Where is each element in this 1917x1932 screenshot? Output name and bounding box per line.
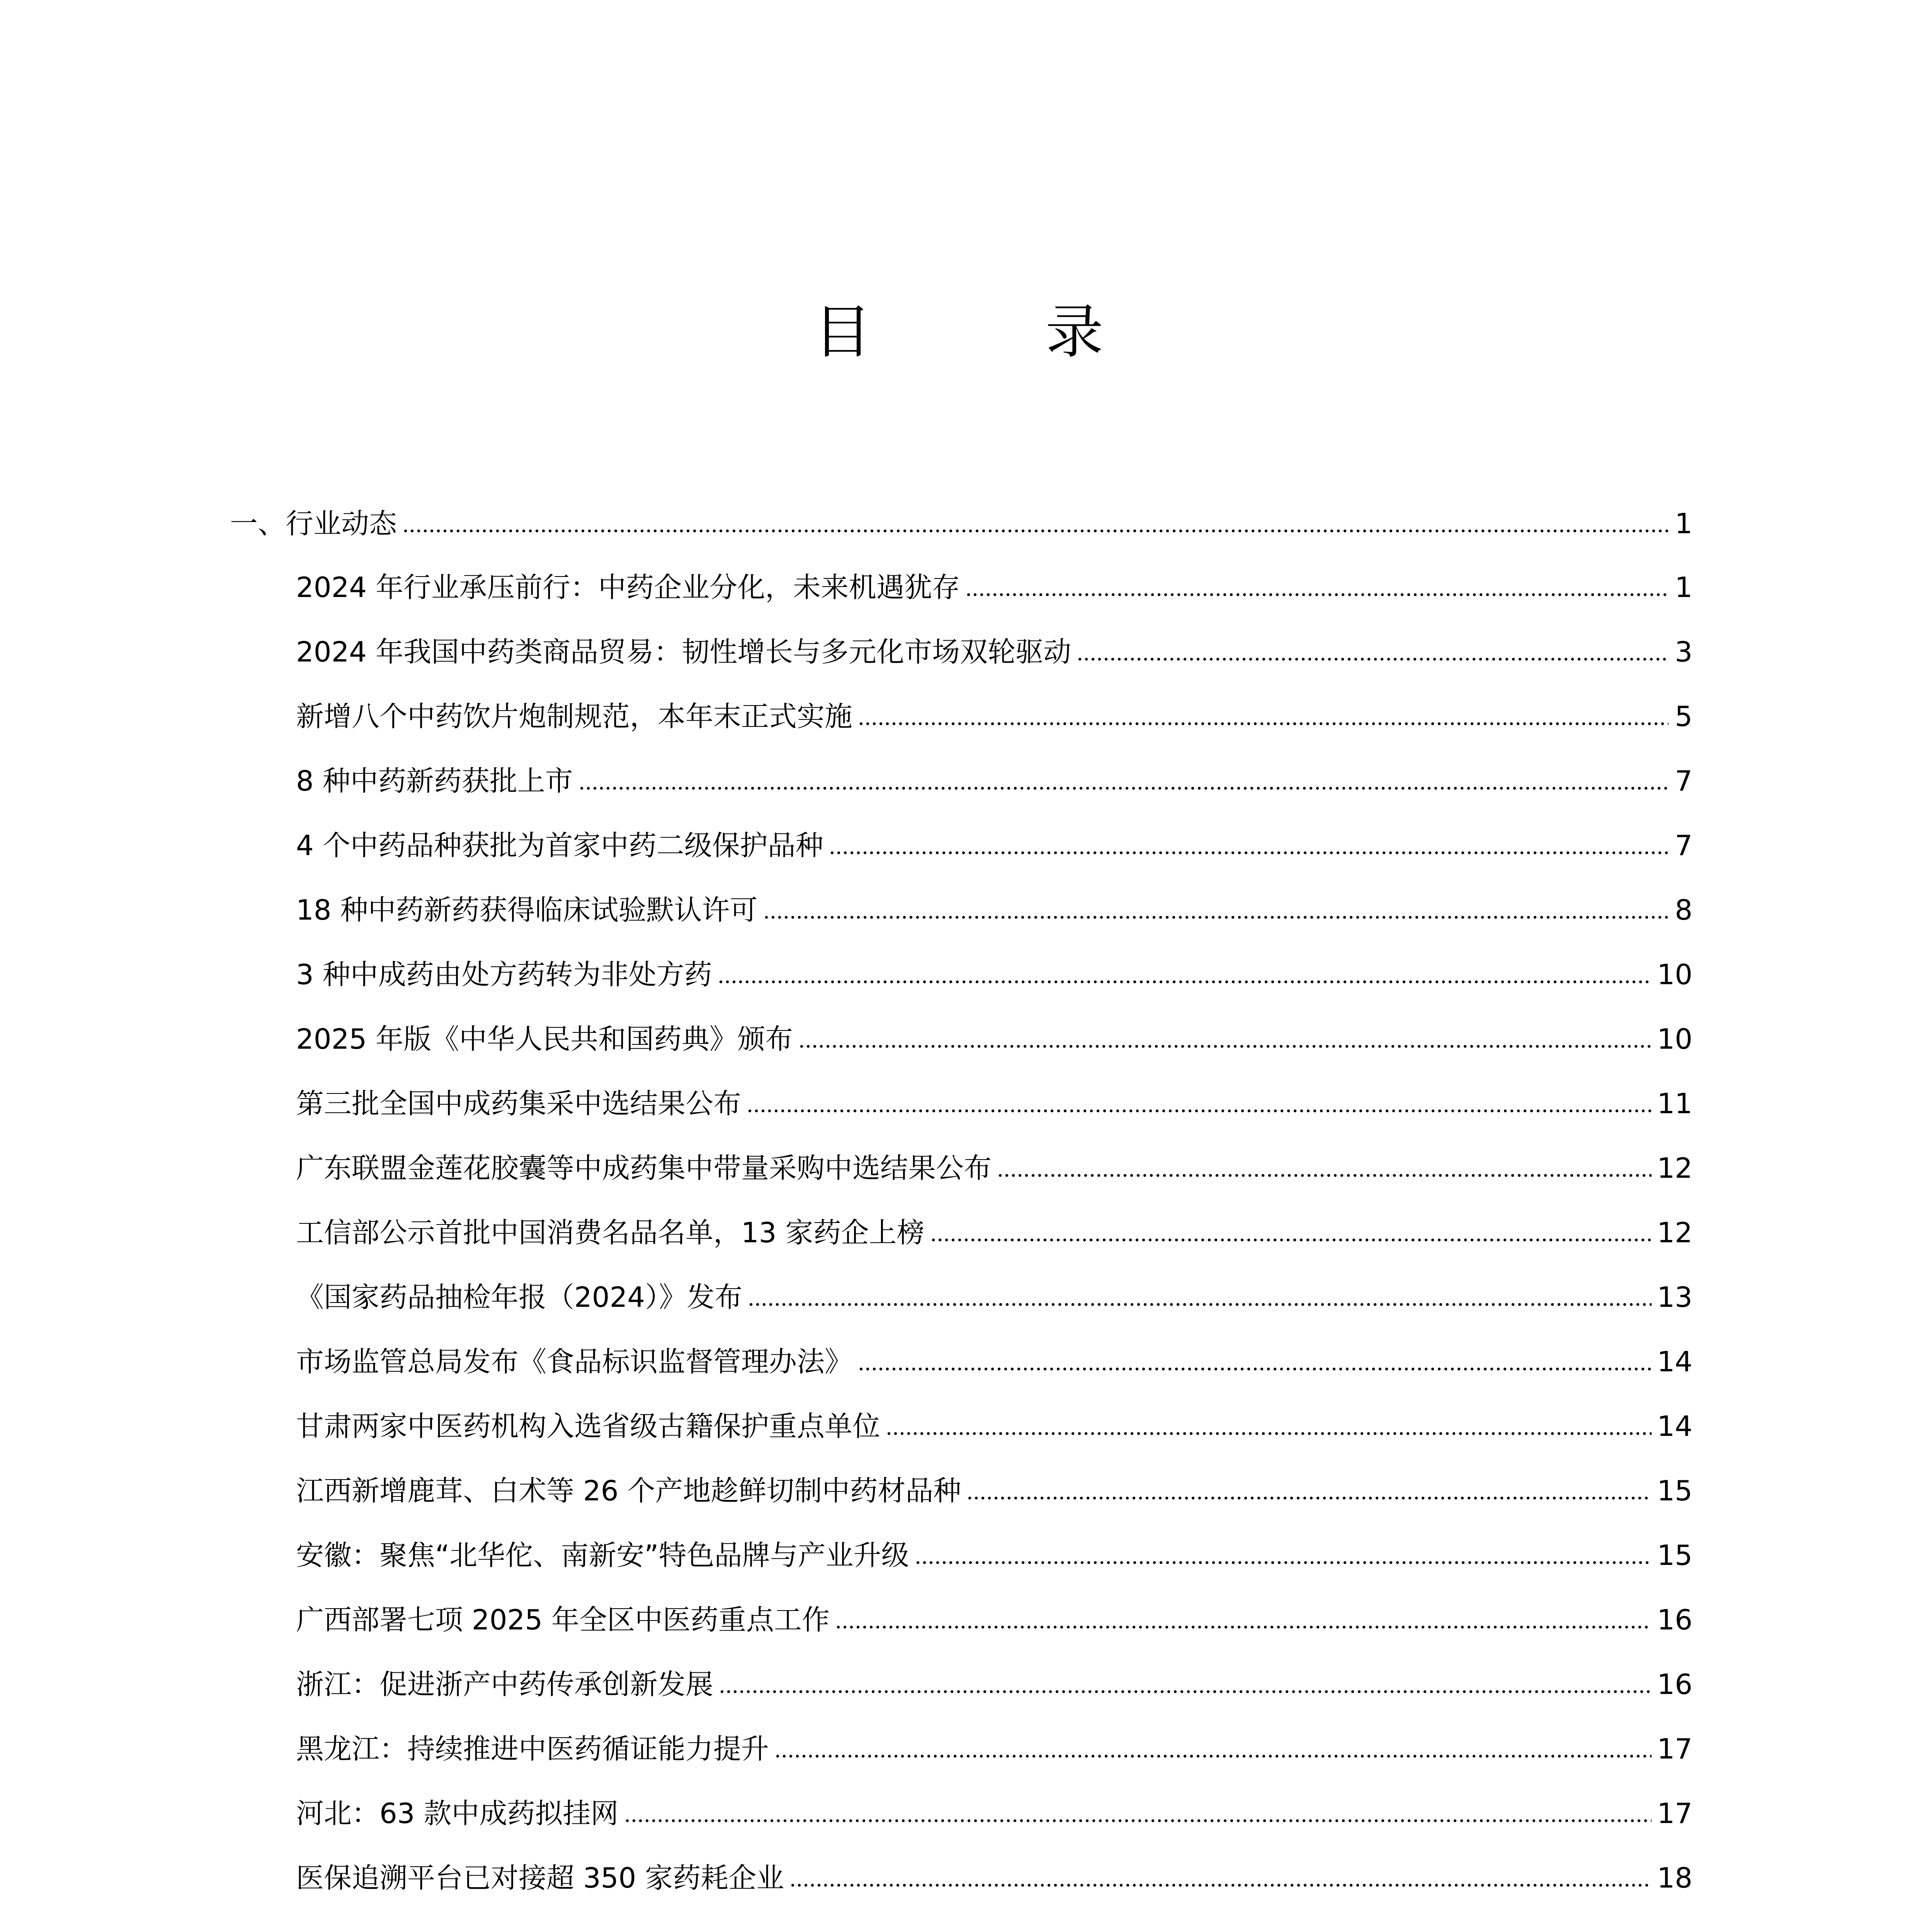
dot-leader [915, 1559, 1652, 1566]
toc-entry[interactable] [296, 1082, 1692, 1125]
toc-entry-label: 2024 年我国中药类商品贸易：韧性增长与多元化市场双轮驱动 [296, 636, 1072, 668]
dot-leader [829, 849, 1669, 857]
dot-leader [835, 1623, 1652, 1631]
toc-entry[interactable] [296, 695, 1692, 738]
toc-entry[interactable] [296, 1599, 1692, 1641]
dot-leader [774, 1752, 1652, 1760]
toc-entry-label: 广东联盟金莲花胶囊等中成药集中带量采购中选结果公布 [296, 1152, 992, 1184]
dot-leader [1077, 655, 1669, 663]
toc-entry-label: 甘肃两家中医药机构入选省级古籍保护重点单位 [296, 1410, 881, 1442]
toc-entry[interactable] [296, 566, 1692, 609]
toc-entry-label: 新增八个中药饮片炮制规范，本年末正式实施 [296, 700, 853, 733]
dot-leader [763, 913, 1669, 921]
toc-page-number: 15 [1657, 1475, 1692, 1507]
toc-entry-label: 《国家药品抽检年报（2024）》发布 [296, 1281, 743, 1313]
toc-entry-label: 4 个中药品种获批为首家中药二级保护品种 [296, 829, 823, 862]
toc-page-number: 16 [1657, 1604, 1692, 1636]
toc-entry-label: 工信部公示首批中国消费名品名单，13 家药企上榜 [296, 1216, 925, 1249]
dot-leader [719, 1688, 1652, 1696]
toc-entry-label: 浙江：促进浙产中药传承创新发展 [296, 1668, 714, 1701]
toc-entry-label: 8 种中药新药获批上市 [296, 765, 573, 797]
toc-entry[interactable] [296, 1147, 1692, 1189]
toc-entry[interactable] [296, 889, 1692, 931]
toc-entry[interactable] [296, 953, 1692, 996]
dot-leader [886, 1430, 1652, 1437]
dot-leader [718, 978, 1652, 986]
toc-entry-label: 广西部署七项 2025 年全区中医药重点工作 [296, 1604, 830, 1636]
toc-page-number: 10 [1657, 958, 1692, 991]
toc-page-number: 12 [1657, 1152, 1692, 1184]
dot-leader [748, 1301, 1652, 1308]
dot-leader [997, 1172, 1652, 1179]
dot-leader [930, 1236, 1652, 1244]
toc-entry[interactable] [296, 631, 1692, 673]
toc-entry[interactable] [296, 1211, 1692, 1254]
toc-entry[interactable] [296, 1534, 1692, 1577]
toc-section-industry-news[interactable] [230, 502, 1692, 545]
dot-leader [624, 1817, 1652, 1825]
toc-entry[interactable] [296, 760, 1692, 802]
toc-section-label: 一、行业动态 [230, 507, 397, 540]
toc-entry-label: 2024 年行业承压前行：中药企业分化，未来机遇犹存 [296, 571, 960, 604]
dot-leader [858, 720, 1669, 728]
toc-page-number: 14 [1657, 1410, 1692, 1442]
toc-page-number: 12 [1657, 1216, 1692, 1249]
toc-entry[interactable] [296, 1728, 1692, 1770]
toc-entry[interactable] [296, 1663, 1692, 1706]
toc-entry-label: 河北：63 款中成药拟挂网 [296, 1797, 619, 1830]
toc-entry-label: 江西新增鹿茸、白术等 26 个产地趁鲜切制中药材品种 [296, 1475, 961, 1507]
toc-page-number: 16 [1657, 1668, 1692, 1701]
toc-entry-label: 安徽：聚焦“北华佗、南新安”特色品牌与产业升级 [296, 1539, 909, 1571]
toc-entry-label: 2025 年版《中华人民共和国药典》颁布 [296, 1023, 793, 1055]
dot-leader [578, 784, 1669, 792]
toc-entry[interactable] [296, 1276, 1692, 1318]
toc-page-number: 3 [1675, 636, 1692, 668]
toc-entry-label: 18 种中药新药获得临床试验默认许可 [296, 894, 758, 926]
dot-leader [858, 1365, 1652, 1373]
toc-entry-label: 第三批全国中成药集采中选结果公布 [296, 1087, 742, 1120]
toc-entry[interactable] [296, 1857, 1692, 1899]
toc-entry[interactable] [296, 824, 1692, 867]
dot-leader [966, 1494, 1652, 1502]
toc-entry-label: 医保追溯平台已对接超 350 家药耗企业 [296, 1862, 784, 1894]
toc-entry-label: 市场监管总局发布《食品标识监督管理办法》 [296, 1345, 853, 1378]
toc-page-number: 11 [1657, 1087, 1692, 1120]
page-title: 目 录 [813, 299, 1162, 366]
dot-leader [789, 1881, 1652, 1889]
toc-page-number: 15 [1657, 1539, 1692, 1571]
toc-entry-label: 黑龙江：持续推进中医药循证能力提升 [296, 1733, 769, 1765]
toc-page-number: 17 [1657, 1733, 1692, 1765]
toc-entry[interactable] [296, 1018, 1692, 1060]
toc-page-number: 18 [1657, 1862, 1692, 1894]
dot-leader [747, 1107, 1652, 1115]
toc-page-number: 7 [1675, 829, 1692, 862]
toc-page-number: 8 [1675, 894, 1692, 926]
toc-page-number: 1 [1675, 507, 1692, 540]
toc-page-number: 14 [1657, 1345, 1692, 1378]
dot-leader [798, 1043, 1652, 1050]
toc-entry[interactable] [296, 1340, 1692, 1383]
toc-entry[interactable] [296, 1405, 1692, 1447]
dot-leader [965, 591, 1669, 599]
toc-page-number: 1 [1675, 571, 1692, 604]
toc-page-number: 10 [1657, 1023, 1692, 1055]
toc-page-number: 17 [1657, 1797, 1692, 1830]
toc-entry-label: 3 种中成药由处方药转为非处方药 [296, 958, 712, 991]
toc-page-number: 7 [1675, 765, 1692, 797]
toc-entry[interactable] [296, 1792, 1692, 1835]
toc-entry[interactable] [296, 1469, 1692, 1512]
toc-page-number: 13 [1657, 1281, 1692, 1313]
dot-leader [402, 527, 1669, 535]
toc-page-number: 5 [1675, 700, 1692, 733]
